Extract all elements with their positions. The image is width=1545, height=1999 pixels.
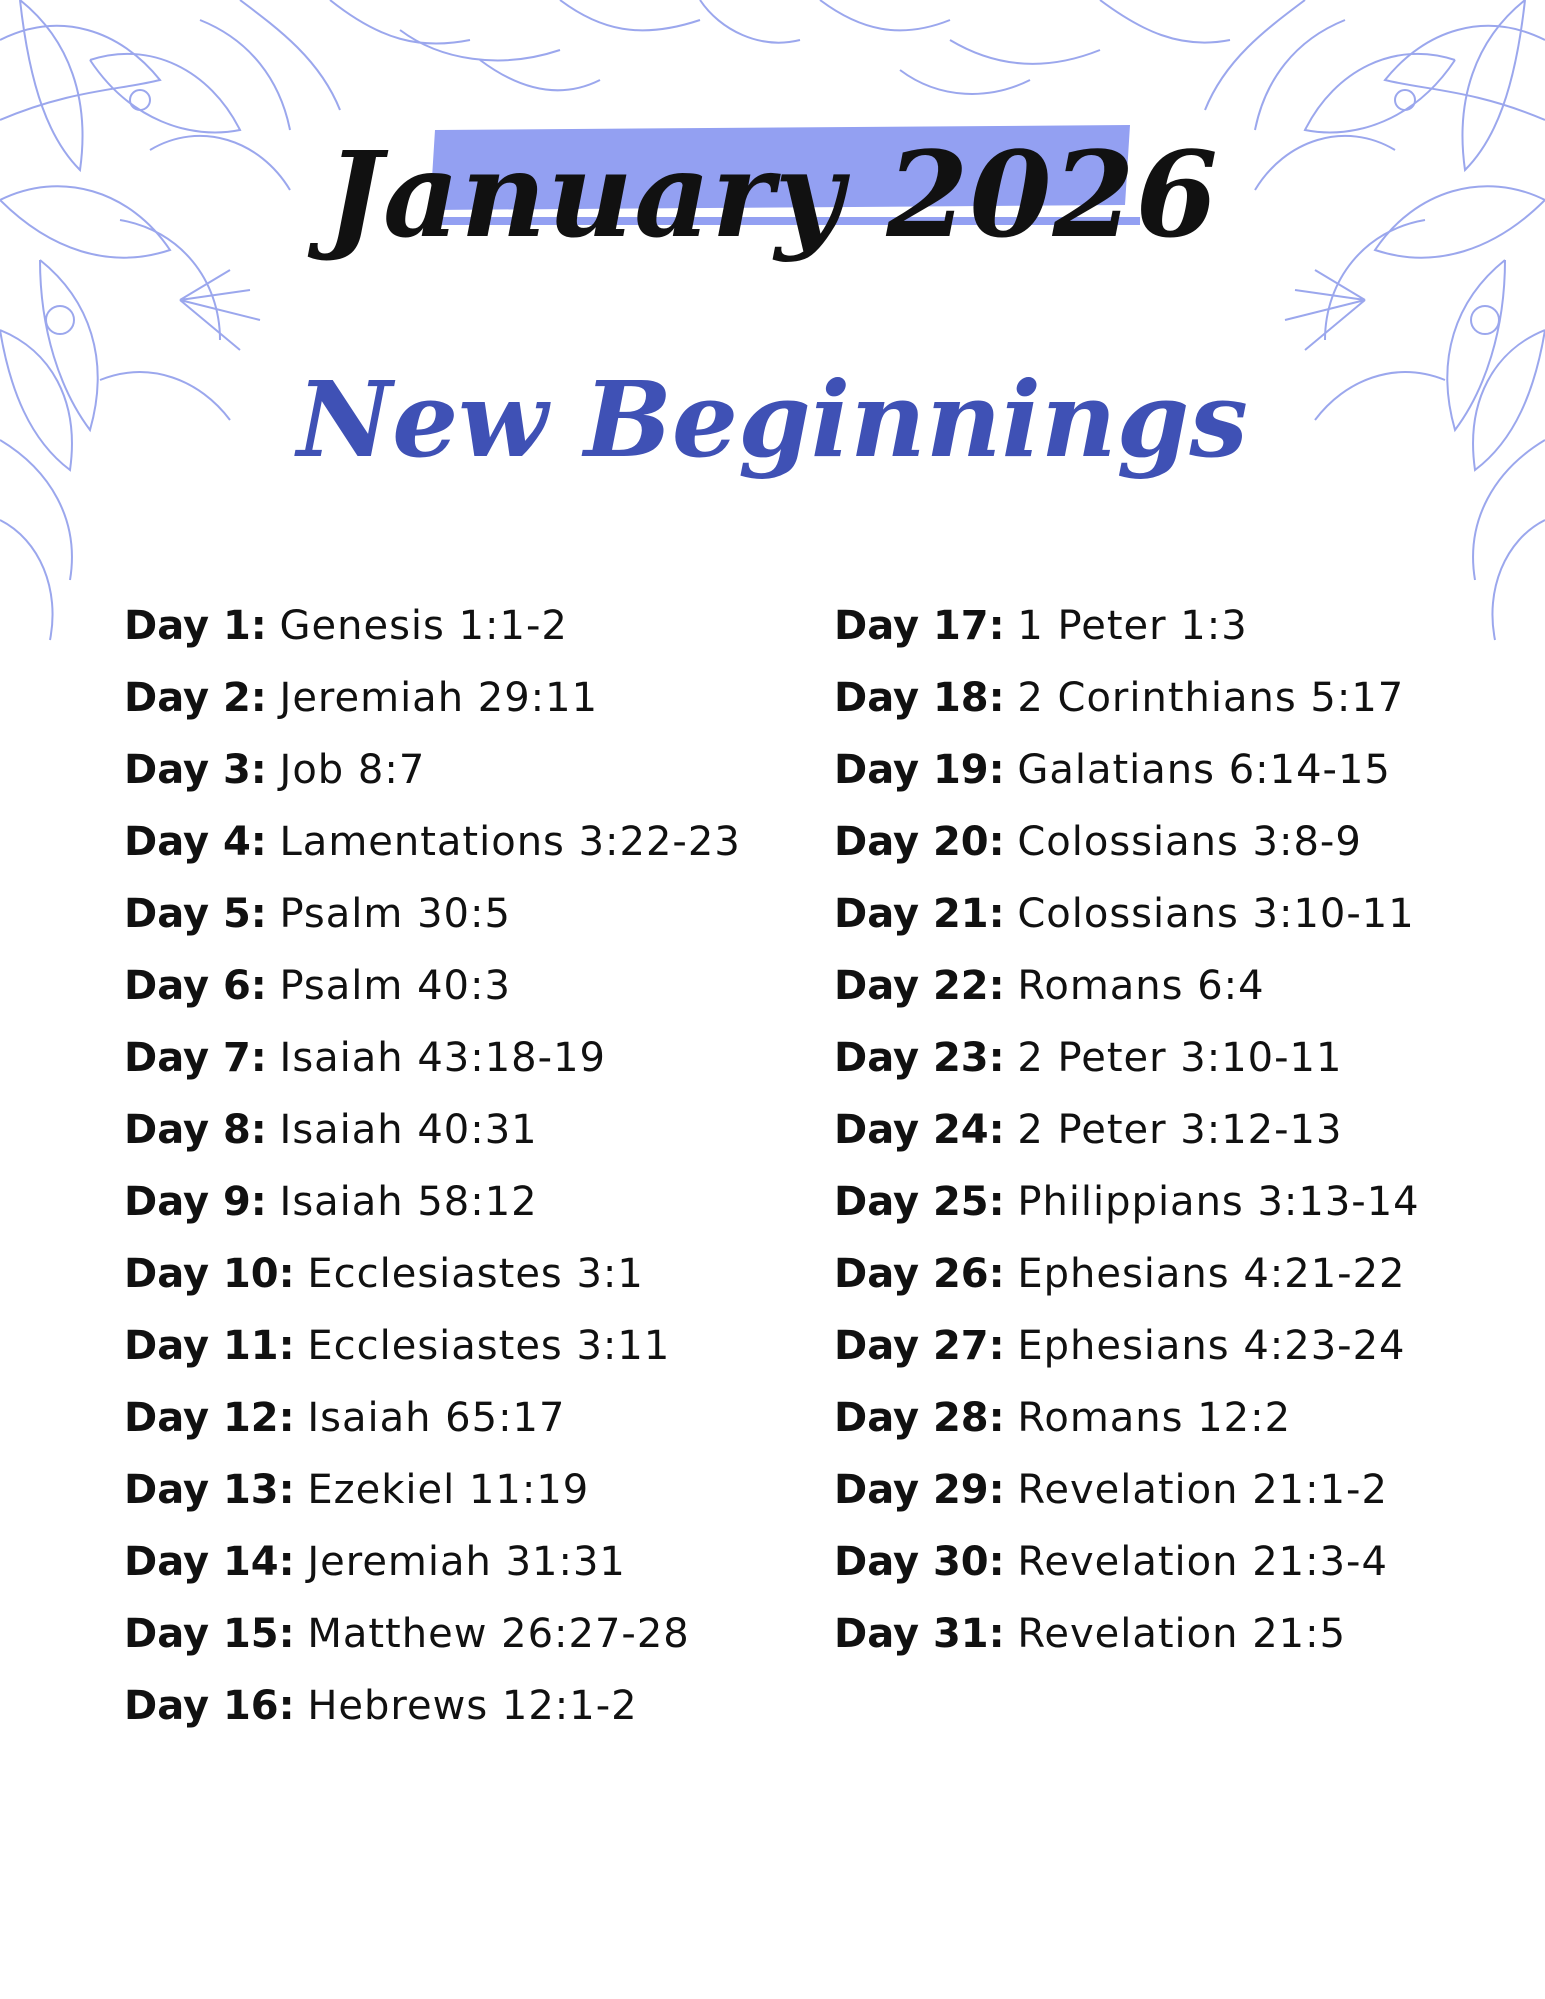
reading-day: Day 4:	[124, 819, 267, 865]
reading-day: Day 18:	[834, 675, 1005, 721]
reading-passage: Ephesians 4:23-24	[1017, 1323, 1406, 1369]
reading-passage: Philippians 3:13-14	[1017, 1179, 1420, 1225]
reading-day: Day 21:	[834, 891, 1005, 937]
reading-item	[834, 590, 1420, 662]
reading-item	[834, 878, 1420, 950]
reading-passage: Revelation 21:1-2	[1017, 1467, 1388, 1513]
reading-item	[124, 1382, 741, 1454]
reading-passage: Isaiah 43:18-19	[279, 1035, 606, 1081]
reading-passage: Psalm 40:3	[279, 963, 511, 1009]
reading-day: Day 10:	[124, 1251, 295, 1297]
reading-item	[834, 1598, 1420, 1670]
reading-day: Day 12:	[124, 1395, 295, 1441]
reading-item	[834, 1022, 1420, 1094]
reading-passage: Lamentations 3:22-23	[279, 819, 741, 865]
reading-day: Day 14:	[124, 1539, 295, 1585]
reading-day: Day 27:	[834, 1323, 1005, 1369]
reading-item	[124, 734, 741, 806]
reading-item	[124, 1166, 741, 1238]
reading-item	[834, 662, 1420, 734]
reading-passage: Ephesians 4:21-22	[1017, 1251, 1406, 1297]
reading-passage: 2 Peter 3:12-13	[1017, 1107, 1343, 1153]
reading-item	[834, 806, 1420, 878]
reading-passage: Jeremiah 29:11	[279, 675, 599, 721]
reading-passage: 2 Corinthians 5:17	[1017, 675, 1405, 721]
reading-passage: Matthew 26:27-28	[307, 1611, 690, 1657]
reading-passage: 1 Peter 1:3	[1017, 603, 1248, 649]
readings-column-left	[124, 590, 741, 1742]
reading-item	[124, 590, 741, 662]
reading-passage: Ecclesiastes 3:11	[307, 1323, 671, 1369]
reading-item	[124, 1094, 741, 1166]
reading-item	[124, 1238, 741, 1310]
reading-item	[834, 734, 1420, 806]
reading-day: Day 30:	[834, 1539, 1005, 1585]
reading-day: Day 13:	[124, 1467, 295, 1513]
reading-passage: Hebrews 12:1-2	[307, 1683, 638, 1729]
reading-passage: Romans 6:4	[1017, 963, 1265, 1009]
reading-item	[124, 1310, 741, 1382]
reading-day: Day 11:	[124, 1323, 295, 1369]
reading-passage: Colossians 3:10-11	[1017, 891, 1415, 937]
reading-day: Day 31:	[834, 1611, 1005, 1657]
reading-passage: Revelation 21:5	[1017, 1611, 1347, 1657]
reading-item	[124, 950, 741, 1022]
page-title: January 2026	[326, 125, 1219, 264]
page-subtitle: New Beginnings	[297, 358, 1248, 481]
reading-day: Day 29:	[834, 1467, 1005, 1513]
reading-passage: Romans 12:2	[1017, 1395, 1292, 1441]
reading-passage: Isaiah 58:12	[279, 1179, 538, 1225]
reading-day: Day 22:	[834, 963, 1005, 1009]
reading-passage: Revelation 21:3-4	[1017, 1539, 1388, 1585]
reading-item	[124, 662, 741, 734]
reading-item	[124, 1526, 741, 1598]
reading-day: Day 15:	[124, 1611, 295, 1657]
reading-day: Day 5:	[124, 891, 267, 937]
reading-day: Day 2:	[124, 675, 267, 721]
reading-day: Day 1:	[124, 603, 267, 649]
reading-passage: Isaiah 65:17	[307, 1395, 566, 1441]
reading-day: Day 20:	[834, 819, 1005, 865]
reading-passage: Job 8:7	[279, 747, 426, 793]
reading-item	[834, 1238, 1420, 1310]
reading-day: Day 7:	[124, 1035, 267, 1081]
reading-item	[834, 1526, 1420, 1598]
floral-top-center	[330, 0, 1230, 94]
reading-day: Day 6:	[124, 963, 267, 1009]
reading-item	[834, 1382, 1420, 1454]
reading-item	[834, 1310, 1420, 1382]
reading-day: Day 9:	[124, 1179, 267, 1225]
reading-item	[834, 1454, 1420, 1526]
reading-day: Day 28:	[834, 1395, 1005, 1441]
reading-passage: Colossians 3:8-9	[1017, 819, 1362, 865]
reading-day: Day 17:	[834, 603, 1005, 649]
reading-item	[124, 1454, 741, 1526]
reading-passage: Ezekiel 11:19	[307, 1467, 590, 1513]
reading-day: Day 23:	[834, 1035, 1005, 1081]
reading-item	[124, 1022, 741, 1094]
reading-passage: Isaiah 40:31	[279, 1107, 538, 1153]
reading-item	[834, 950, 1420, 1022]
reading-passage: 2 Peter 3:10-11	[1017, 1035, 1343, 1081]
reading-item	[834, 1166, 1420, 1238]
reading-day: Day 8:	[124, 1107, 267, 1153]
reading-passage: Psalm 30:5	[279, 891, 511, 937]
reading-day: Day 19:	[834, 747, 1005, 793]
reading-day: Day 3:	[124, 747, 267, 793]
title-block	[0, 95, 1545, 295]
reading-passage: Galatians 6:14-15	[1017, 747, 1391, 793]
readings-column-right	[834, 590, 1420, 1670]
reading-day: Day 26:	[834, 1251, 1005, 1297]
reading-item	[124, 806, 741, 878]
reading-day: Day 24:	[834, 1107, 1005, 1153]
reading-item	[124, 1598, 741, 1670]
reading-day: Day 25:	[834, 1179, 1005, 1225]
reading-passage: Jeremiah 31:31	[307, 1539, 626, 1585]
reading-item	[124, 1670, 741, 1742]
reading-passage: Ecclesiastes 3:1	[307, 1251, 644, 1297]
reading-day: Day 16:	[124, 1683, 295, 1729]
reading-item	[834, 1094, 1420, 1166]
reading-item	[124, 878, 741, 950]
reading-passage: Genesis 1:1-2	[279, 603, 568, 649]
